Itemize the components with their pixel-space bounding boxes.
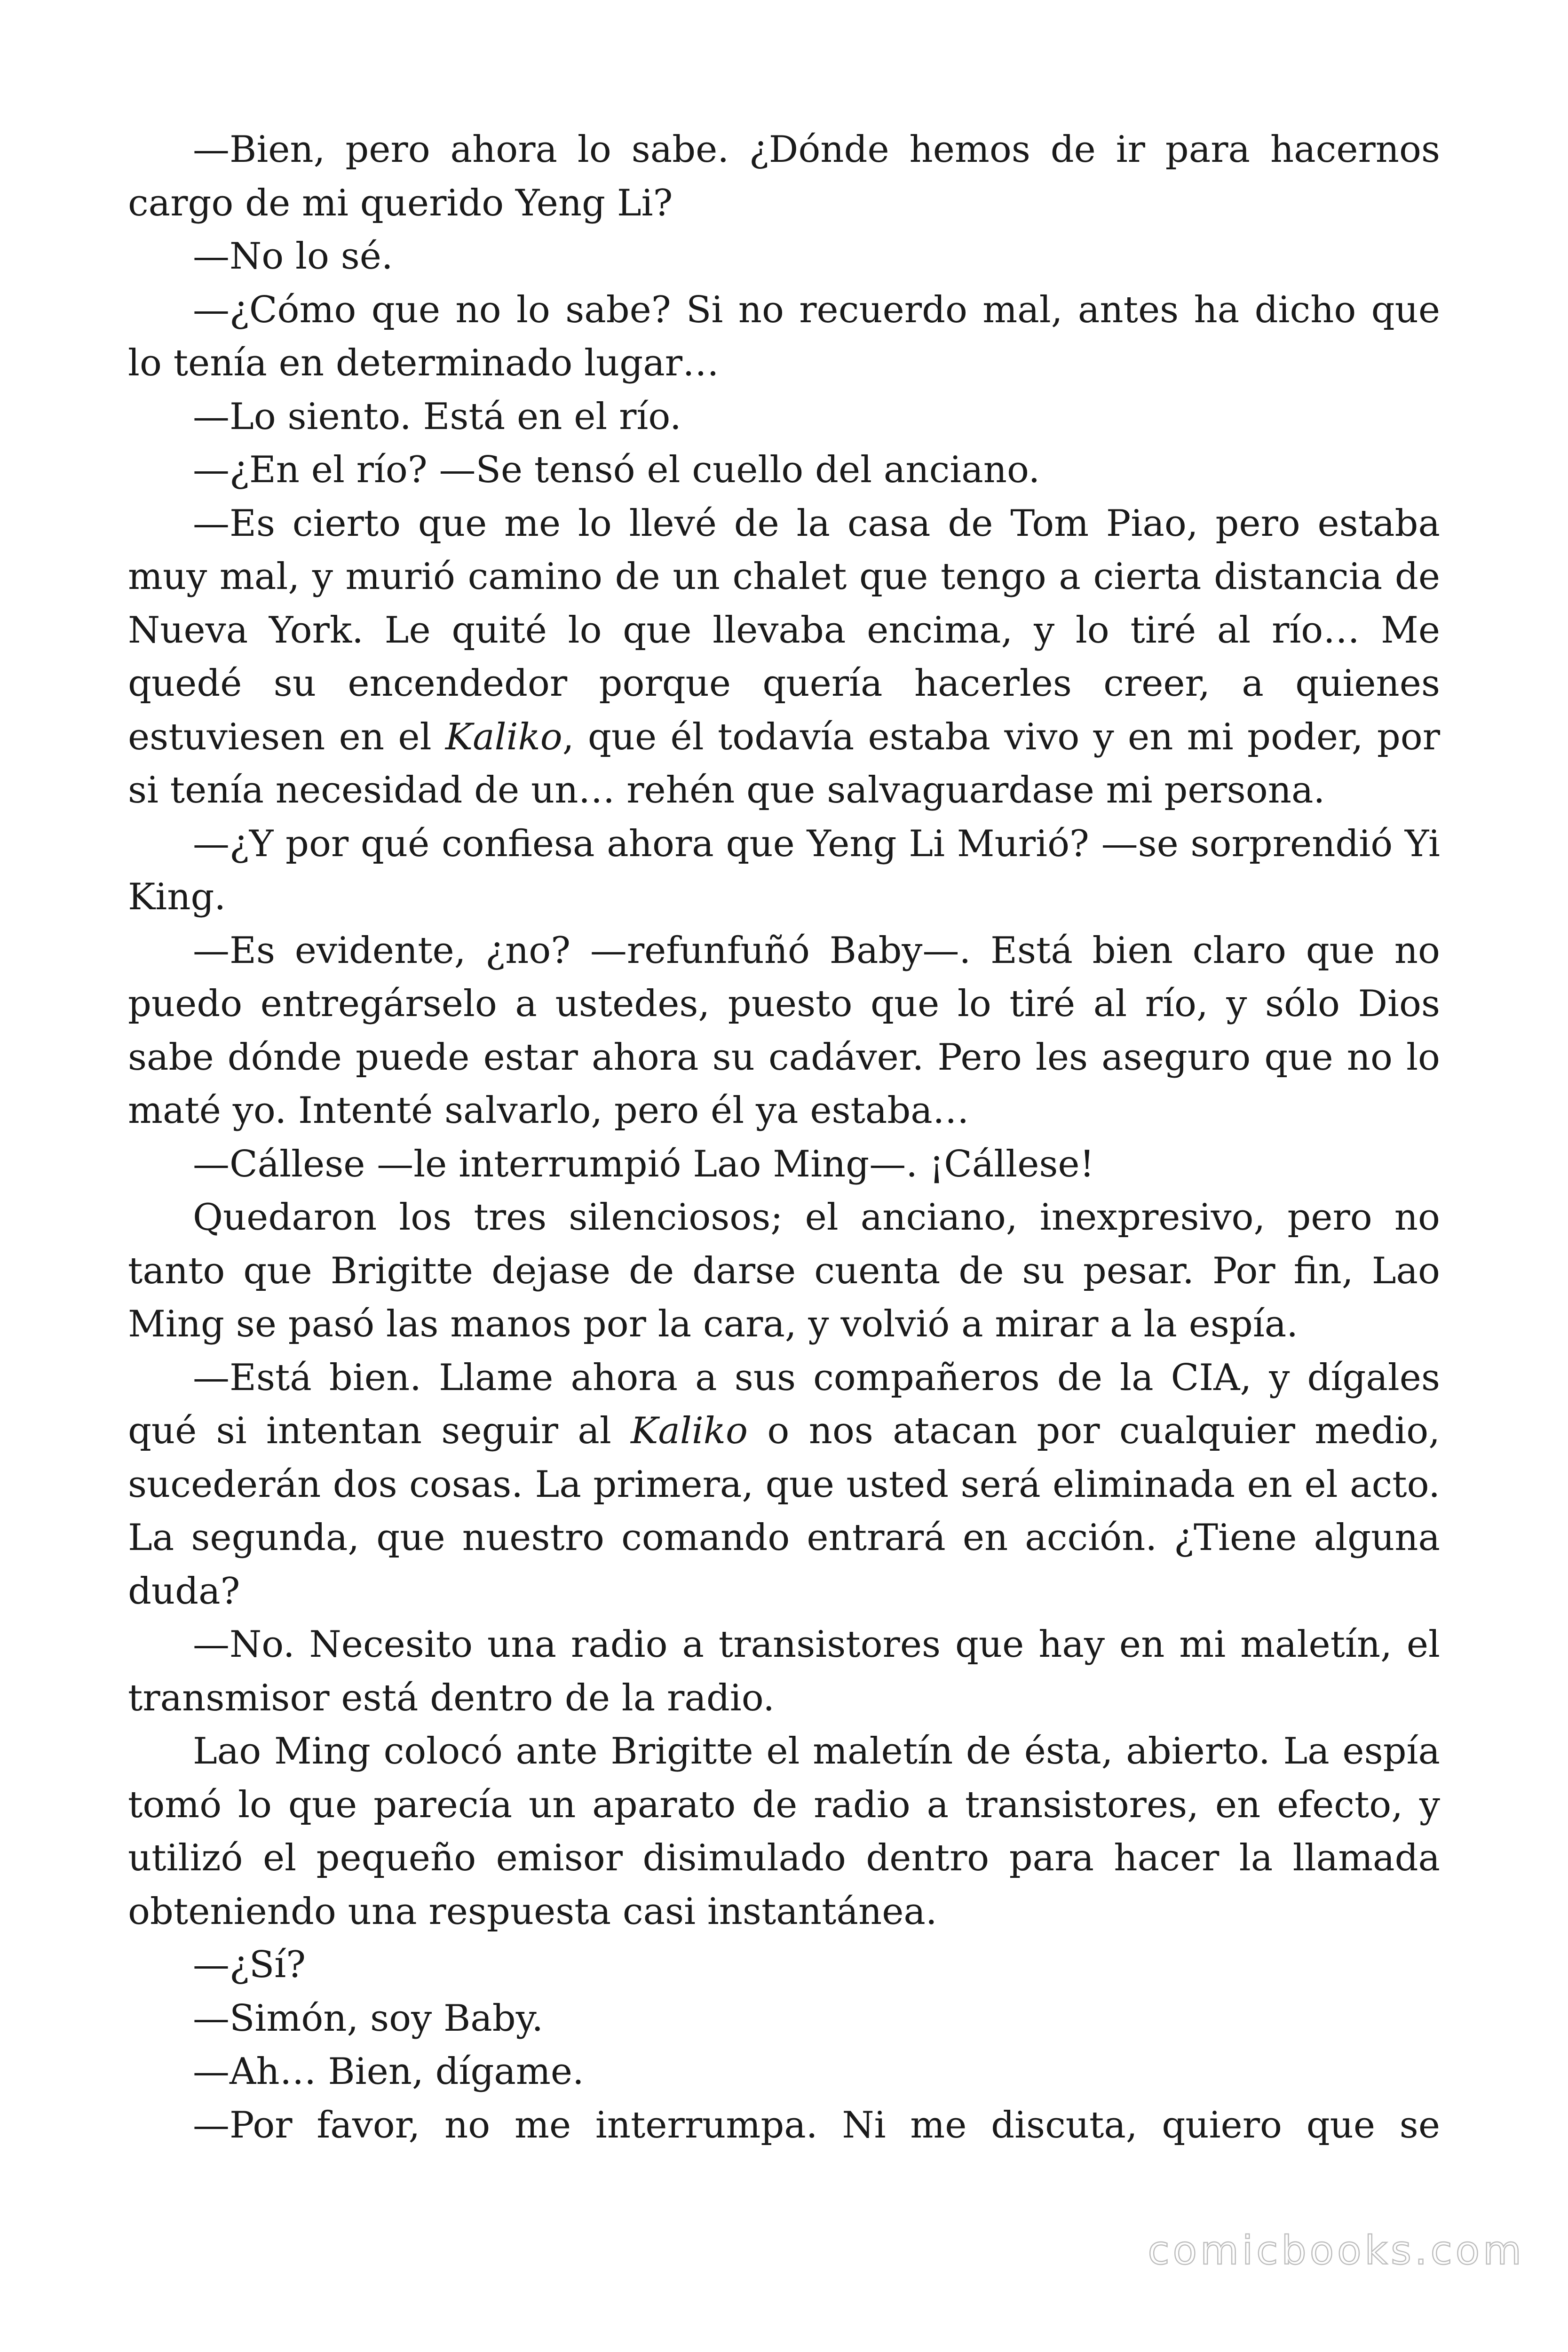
paragraph-13 [128, 1725, 1440, 1939]
book-page-text [128, 123, 1440, 2152]
paragraph-14 [128, 1939, 1440, 1992]
paragraph-11 [128, 1351, 1440, 1619]
paragraph-2 [128, 230, 1440, 284]
paragraph-text: o nos atacan por cualquier medio, sucederán dos cosas. La primera, que usted será eliminada en el acto. La segunda, que nuestro comando entrará en acción. ¿Tiene alguna duda? [128, 1410, 1440, 1613]
paragraph-text: Quedaron los tres silenciosos; el anciano, inexpresivo, pero no tanto que Brigitte dejase de darse cuenta de su pesar. Por fin, Lao Ming se pasó las manos por la cara, y volvió a mirar a la espía. [128, 1196, 1440, 1345]
paragraph-9 [128, 1138, 1440, 1192]
paragraph-15 [128, 1992, 1440, 2046]
paragraph-text: —Es cierto que me lo llevé de la casa de Tom Piao, pero estaba muy mal, y murió camino de un chalet que tengo a cierta distancia de Nueva York. Le quité lo que llevaba encima, y lo tiré al río… Me quedé su encendedor porque quería hacerles creer, a quienes estuviesen en el [128, 502, 1440, 758]
paragraph-8 [128, 924, 1440, 1138]
paragraph-3 [128, 284, 1440, 390]
paragraph-7 [128, 818, 1440, 924]
paragraph-10 [128, 1191, 1440, 1351]
paragraph-5 [128, 444, 1440, 497]
ship-name-italic: Kaliko [631, 1410, 748, 1452]
watermark-text: comicbooks.com [1148, 2227, 1525, 2273]
paragraph-text: —Ah… Bien, dígame. [193, 2050, 584, 2093]
paragraph-text: —No. Necesito una radio a transistores que hay en mi maletín, el transmisor está dentro de la radio. [128, 1623, 1440, 1719]
paragraph-text: —¿Cómo que no lo sabe? Si no recuerdo mal, antes ha dicho que lo tenía en determinado lugar… [128, 288, 1440, 384]
paragraph-text: —Cállese —le interrumpió Lao Ming—. ¡Cállese! [193, 1143, 1094, 1185]
paragraph-12 [128, 1618, 1440, 1725]
paragraph-text: —No lo sé. [193, 235, 393, 278]
paragraph-text: —Bien, pero ahora lo sabe. ¿Dónde hemos de ir para hacernos cargo de mi querido Yeng Li? [128, 128, 1440, 224]
paragraph-17-continues [128, 2099, 1440, 2153]
paragraph-text: , que él todavía estaba vivo y en mi poder, por si tenía necesidad de un… rehén que salvaguardase mi persona. [128, 715, 1441, 811]
paragraph-text: —Es evidente, ¿no? —refunfuñó Baby—. Está bien claro que no puedo entregárselo a ustedes, puesto que lo tiré al río, y sólo Dios sabe dónde puede estar ahora su cadáver. Pero les aseguro que no lo maté yo. Intenté salvarlo, pero él ya estaba… [128, 929, 1440, 1132]
paragraph-text: —¿Y por qué confiesa ahora que Yeng Li Murió? —se sorprendió Yi King. [128, 822, 1440, 918]
paragraph-16 [128, 2045, 1440, 2099]
ship-name-italic: Kaliko [445, 715, 562, 758]
paragraph-6 [128, 497, 1440, 818]
paragraph-text: —Simón, soy Baby. [193, 1997, 544, 2040]
paragraph-text: —Lo siento. Está en el río. [193, 395, 681, 438]
paragraph-4 [128, 390, 1440, 444]
paragraph-1 [128, 123, 1440, 230]
paragraph-text: —Está bien. Llame ahora a sus compañeros de la CIA, y dígales qué si intentan seguir al [128, 1356, 1440, 1452]
paragraph-text: —¿Sí? [193, 1944, 306, 1986]
paragraph-text: —Por favor, no me interrumpa. Ni me discuta, quiero que se [193, 2104, 1440, 2146]
paragraph-text: Lao Ming colocó ante Brigitte el maletín de ésta, abierto. La espía tomó lo que parecía un aparato de radio a transistores, en efecto, y utilizó el pequeño emisor disimulado dentro para hacer la llamada obteniendo una respuesta casi instantánea. [128, 1730, 1440, 1933]
paragraph-text: —¿En el río? —Se tensó el cuello del anciano. [193, 449, 1040, 491]
